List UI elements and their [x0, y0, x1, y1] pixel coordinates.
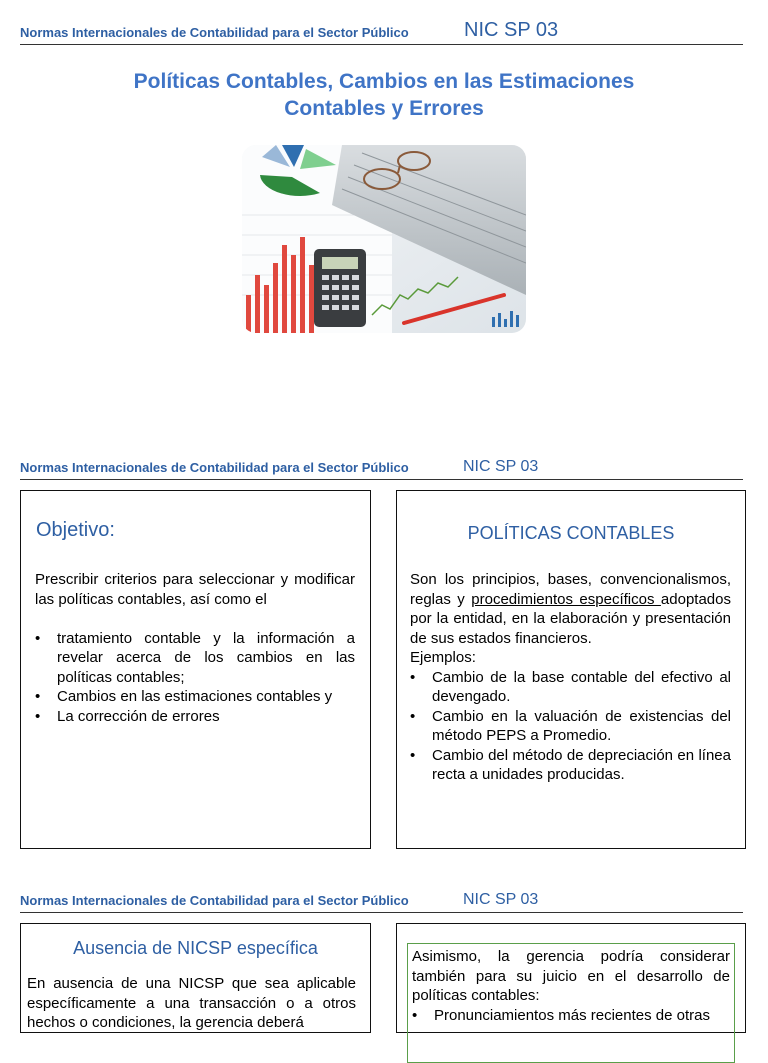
asimismo-frame — [407, 943, 735, 1063]
ausencia-heading: Ausencia de NICSP específica — [73, 938, 318, 958]
header-org: Normas Internacionales de Contabilidad para el Sector Público — [20, 25, 409, 40]
page-title — [0, 68, 768, 122]
page-header — [20, 455, 743, 480]
list-item: • tratamiento contable y la información a revelar acerca de los cambios en las políticas contables; — [35, 629, 355, 688]
examples-label: Ejemplos: — [410, 649, 476, 666]
header-org: Normas Internacionales de Contabilidad para el Sector Público — [20, 893, 409, 908]
asimismo-panel — [396, 923, 746, 1033]
definition-underlined: procedimientos específicos — [471, 590, 661, 608]
ausencia-panel — [20, 923, 371, 1033]
header-org: Normas Internacionales de Contabilidad para el Sector Público — [20, 460, 409, 475]
list-item: • Pronunciamientos más recientes de otras — [412, 1006, 730, 1026]
list-item: • La corrección de errores — [35, 707, 355, 727]
politicas-body — [410, 570, 731, 785]
title-line-2: Contables y Errores — [284, 97, 484, 120]
list-item: • Cambio en la valuación de existencias del método PEPS a Promedio. — [410, 707, 731, 746]
title-line-1: Políticas Contables, Cambios en las Estimaciones — [133, 70, 635, 93]
header-code: NIC SP 03 — [464, 19, 559, 41]
list-item: • Cambio de la base contable del efectivo al devengado. — [410, 668, 731, 707]
header-code: NIC SP 03 — [463, 891, 539, 908]
header-code: NIC SP 03 — [463, 458, 539, 475]
politicas-definition — [410, 570, 731, 648]
politicas-heading: POLÍTICAS CONTABLES — [467, 523, 675, 543]
politicas-panel — [396, 490, 746, 849]
objetivo-intro: Prescribir criterios para seleccionar y modificar las políticas contables, así como el — [35, 571, 355, 608]
page-header — [20, 20, 743, 45]
asimismo-text: Asimismo, la gerencia podría considerar también para su juicio en el desarrollo de políticas contables: — [412, 948, 730, 1004]
objetivo-heading: Objetivo: — [36, 519, 115, 541]
list-item: • Cambios en las estimaciones contables y — [35, 687, 355, 707]
ausencia-body: En ausencia de una NICSP que sea aplicable específicamente a una transacción o a otros hechos o condiciones, la gerencia deberá — [27, 975, 356, 1031]
definition-text-end: adoptados por la entidad, en la elaboración y presentación de sus estados financieros. — [410, 590, 731, 647]
asimismo-list — [412, 1006, 730, 1026]
politicas-list — [410, 668, 731, 785]
finance-desk-illustration — [242, 145, 526, 333]
page-header — [20, 888, 743, 913]
objetivo-list — [35, 629, 355, 727]
asimismo-body — [412, 947, 730, 1025]
objetivo-body — [35, 570, 355, 726]
cover-image — [242, 145, 526, 333]
objetivo-panel — [20, 490, 371, 849]
definition-text: Son los principios, bases, convencionalismos, reglas y — [410, 571, 731, 608]
list-item: • Cambio del método de depreciación en línea recta a unidades producidas. — [410, 746, 731, 785]
